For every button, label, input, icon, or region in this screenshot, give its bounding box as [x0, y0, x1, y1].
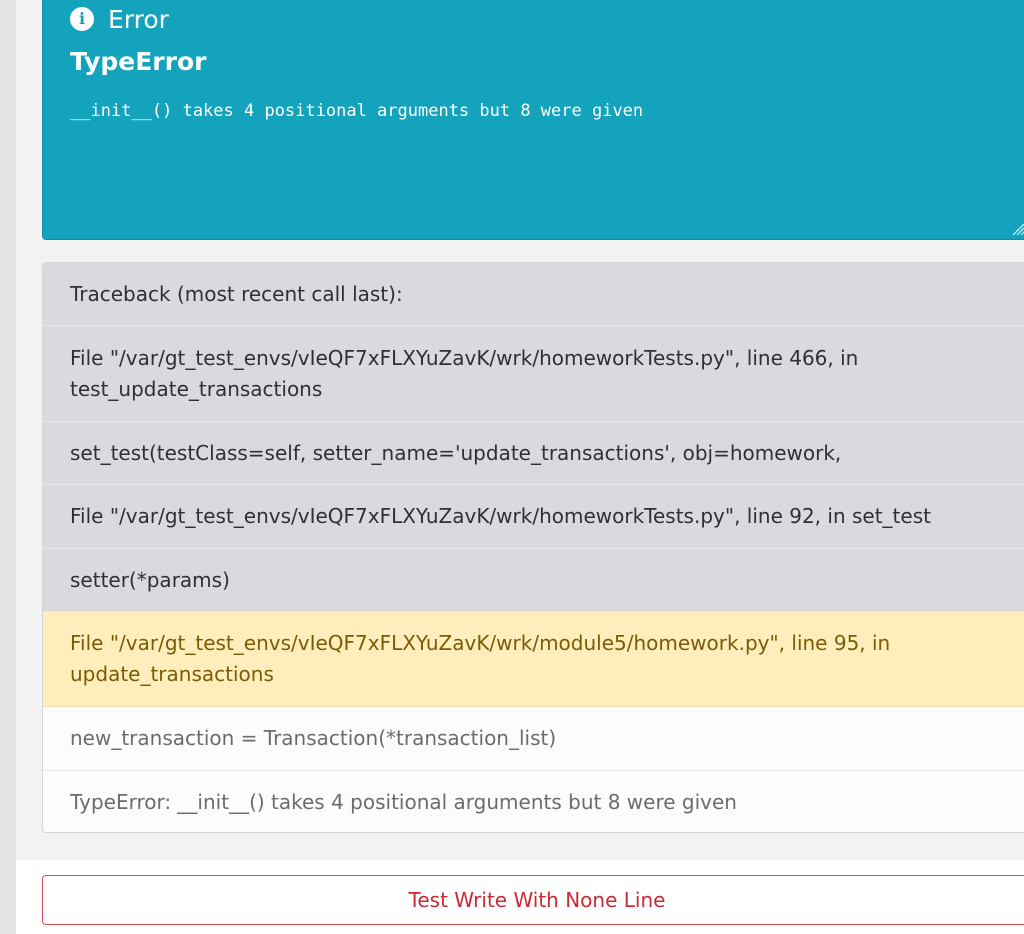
traceback-exception-line: TypeError: __init__() takes 4 positional arguments but 8 were given	[43, 771, 1024, 833]
traceback-frame: File "/var/gt_test_envs/vIeQF7xFLXYuZavK/wrk/homeworkTests.py", line 92, in set_test	[43, 485, 1024, 549]
resize-grip-icon[interactable]	[1011, 221, 1024, 235]
traceback-code-line: new_transaction = Transaction(*transaction_list)	[43, 707, 1024, 771]
traceback-code-line: set_test(testClass=self, setter_name='update_transactions', obj=homework,	[43, 422, 1024, 485]
error-message: __init__() takes 4 positional arguments but 8 were given	[70, 101, 644, 121]
next-test-button[interactable]: Test Write With None Line	[42, 875, 1024, 925]
traceback-list	[42, 262, 1024, 833]
info-icon: i	[70, 7, 94, 31]
traceback-header: Traceback (most recent call last):	[43, 263, 1024, 326]
traceback-frame: File "/var/gt_test_envs/vIeQF7xFLXYuZavK/wrk/homeworkTests.py", line 466, in test_update_transactions	[43, 326, 1024, 422]
left-gutter	[0, 0, 16, 934]
error-type: TypeError	[70, 47, 207, 76]
traceback-frame-highlighted: File "/var/gt_test_envs/vIeQF7xFLXYuZavK/wrk/module5/homework.py", line 95, in update_transactions	[43, 612, 1024, 707]
error-label: Error	[108, 4, 169, 34]
error-header	[70, 1, 169, 37]
traceback-code-line: setter(*params)	[43, 549, 1024, 612]
error-alert	[42, 0, 1024, 240]
